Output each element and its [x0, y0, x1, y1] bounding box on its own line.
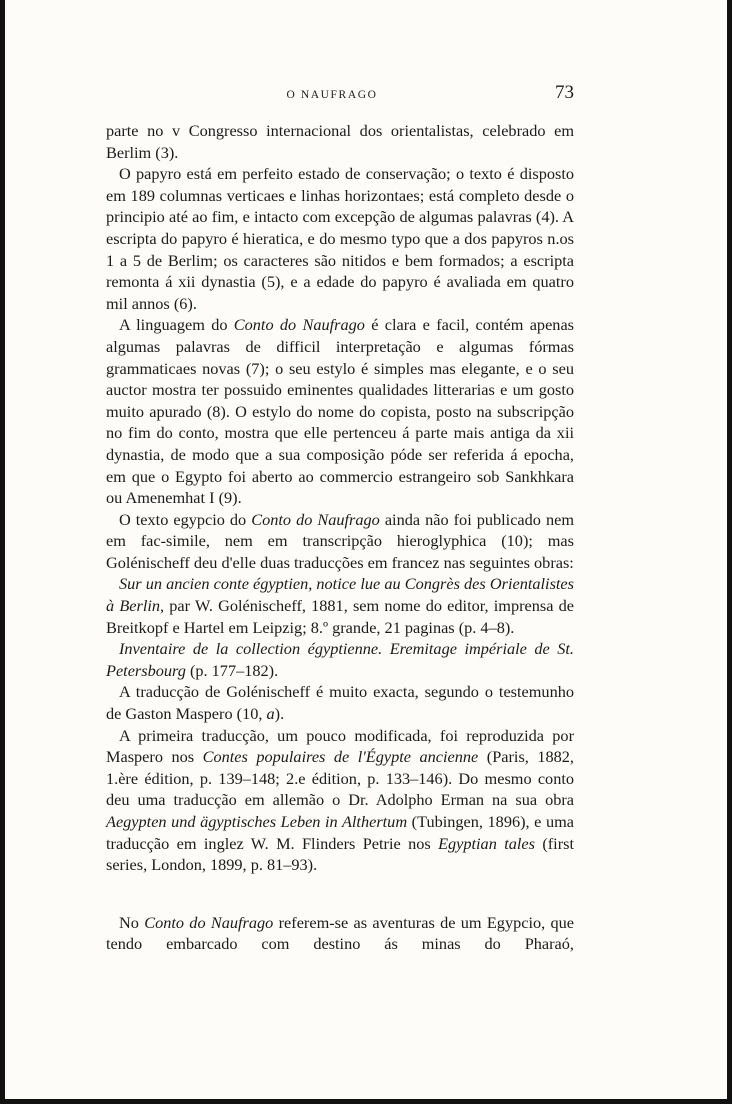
book-title-contes: Contes populaires de l'Égypte ancienne — [202, 747, 479, 767]
paragraph-3 — [106, 314, 574, 508]
paragraph-9 — [106, 912, 574, 955]
paragraph-8-text-d: (first series, London, 1899, p. 81–93). — [106, 833, 574, 875]
bibliography-title-2: Inventaire de la collection égyptienne. Eremitage impériale de St. Petersbourg — [106, 639, 574, 680]
book-title-aegypten: Aegypten und ägyptisches Leben in Althertum — [106, 812, 408, 831]
paragraph-3-text-b: é clara e facil, contém apenas algumas palavras de difficil interpretação e algumas fórmas grammaticaes novas (7); o seu estylo é simples mas elegante, e o seu auctor mostra ter possuido eminentes qualidades litterarias e um gosto muito apurado (8). O estylo do nome do copista, posto na subscripção no fim do conto, mostra que elle pertenceu á parte mais antiga da xii dynastia, de modo que a sua composição póde ser referida á epocha, em que o Egypto foi aberto ao commercio estrangeiro sob Sankhkara ou Amenemhat I (9). — [106, 315, 575, 508]
paragraph-7-text-a: A traducção de Golénischeff é muito exacta, segundo o testemunho de Gaston Maspero (10, — [106, 682, 574, 724]
bibliography-entry-1-text: par W. Golénischeff, 1881, sem nome do editor, imprensa de Breitkopf e Hartel em Leipzig; 8.º grande, 21 paginas (p. 4–8). — [106, 596, 574, 637]
paragraph-7-text-b: ). — [274, 704, 285, 724]
running-title: O NAUFRAGO — [286, 89, 378, 101]
bibliography-title-1: Sur un ancien conte égyptien, notice lue au Congrès des Orientalistes à Berlin, — [106, 574, 574, 616]
running-header — [106, 82, 574, 112]
paragraph-8 — [106, 725, 574, 876]
paragraph-7 — [106, 681, 574, 724]
paragraph-2: O papyro está em perfeito estado de conservação; o texto é disposto em 189 columnas verticaes e linhas horizontaes; está completo desde o principio até ao fim, e intacto com excepção de algumas palavras (4). A escripta do papyro é hieratica, e do mesmo typo que a dos papyros n.os 1 a 5 de Berlim; os caracteres são nitidos e bem formados; a escripta remonta á xii dynastia (5), e a edade do papyro é avaliada em quatro mil annos (6). — [106, 164, 574, 313]
book-title-egyptian-tales: Egyptian tales — [438, 833, 535, 853]
paragraph-9-text-a: No — [119, 912, 145, 932]
paragraph-3-text-a: A linguagem do — [119, 315, 234, 335]
paragraph-8-text-b: (Paris, 1882, 1.ère édition, p. 139–148; 2.e édition, p. 133–146). Do mesmo conto deu uma traducção em allemão o Dr. Adolpho Erman na sua obra — [106, 747, 574, 810]
body-text — [106, 120, 574, 955]
paragraph-9-text-b: referem-se as aventuras de um Egypcio, que tendo embarcado com destino ás minas do Pharaó, — [106, 912, 574, 954]
reference-letter: a — [266, 704, 275, 724]
bibliography-entry-1 — [106, 573, 574, 638]
book-title-conto: Conto do Naufrago — [144, 912, 274, 932]
paragraph-4 — [106, 509, 574, 574]
paragraph-8-text-c: (Tubingen, 1896), e uma traducção em inglez W. M. Flinders Petrie nos — [106, 812, 574, 853]
book-title-conto: Conto do Naufrago — [251, 509, 380, 529]
bibliography-entry-2-text: (p. 177–182). — [185, 660, 279, 680]
book-title-conto: Conto do Naufrago — [233, 315, 365, 335]
paragraph-4-text-b: ainda não foi publicado nem em fac-simile, nem em transcripção hieroglyphica (10); mas Golénischeff deu d'elle duas traducções em francez nas seguintes obras: — [106, 509, 574, 572]
paragraph-1: parte no v Congresso internacional dos orientalistas, celebrado em Berlim (3). — [106, 121, 574, 162]
bibliography-entry-2 — [106, 638, 574, 681]
paragraph-4-text-a: O texto egypcio do — [119, 509, 252, 529]
page-number: 73 — [555, 82, 574, 103]
paragraph-8-text-a: A primeira traducção, um pouco modificada, foi reproduzida por Maspero nos — [106, 725, 574, 767]
